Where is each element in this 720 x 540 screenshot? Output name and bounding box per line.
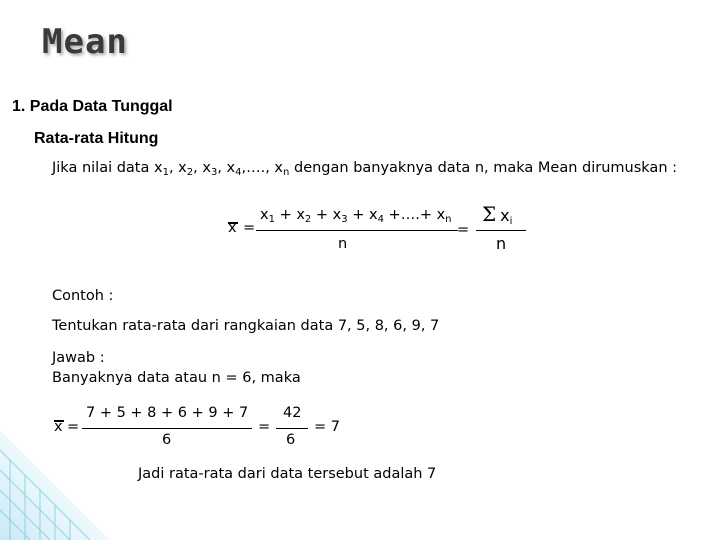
- calc-equals: =: [67, 419, 80, 435]
- formula-denominator: n: [338, 236, 348, 252]
- calc-fraction-bar-2: [276, 428, 308, 429]
- page-title: Mean: [42, 22, 128, 62]
- subsection-heading: Rata-rata Hitung: [34, 130, 159, 147]
- calc-denominator-1: 6: [162, 432, 172, 448]
- formula-equals: =: [243, 220, 256, 236]
- calc-result: = 7: [314, 419, 340, 435]
- calc-numerator-1: 7 + 5 + 8 + 6 + 9 + 7: [86, 405, 249, 421]
- formula-xbar: x: [228, 220, 237, 236]
- answer-line: Banyaknya data atau n = 6, maka: [52, 370, 301, 386]
- example-label: Contoh :: [52, 288, 114, 304]
- calc-denominator-2: 6: [286, 432, 296, 448]
- section-heading: 1. Pada Data Tunggal: [12, 98, 173, 115]
- formula-fraction-bar-2: [476, 230, 526, 231]
- calc-equals-2: =: [258, 419, 271, 435]
- answer-label: Jawab :: [52, 350, 105, 366]
- formula-denominator-2: n: [496, 234, 507, 253]
- calc-numerator-2: 42: [283, 405, 302, 421]
- formula-numerator: $x_1 + x_2 + x_3 + x_4$ +….+ $x_n$: [260, 207, 452, 225]
- sigma-icon: Σ: [482, 202, 497, 226]
- formula-sigma-sum: Σ $x_i$: [482, 202, 513, 227]
- intro-text: Jika nilai data $x_1$, $x_2$, $x_3$, $x_4,\dots$., $x_n$ dengan banyaknya data n, maka Mean dirumuskan :: [52, 160, 678, 178]
- calc-fraction-bar-1: [82, 428, 252, 429]
- formula-fraction-bar: [256, 230, 458, 231]
- formula-equals-2: =: [457, 222, 470, 238]
- calc-xbar: x: [54, 419, 63, 435]
- conclusion: Jadi rata-rata dari data tersebut adalah 7: [138, 466, 437, 482]
- example-question: Tentukan rata-rata dari rangkaian data 7, 5, 8, 6, 9, 7: [52, 318, 440, 334]
